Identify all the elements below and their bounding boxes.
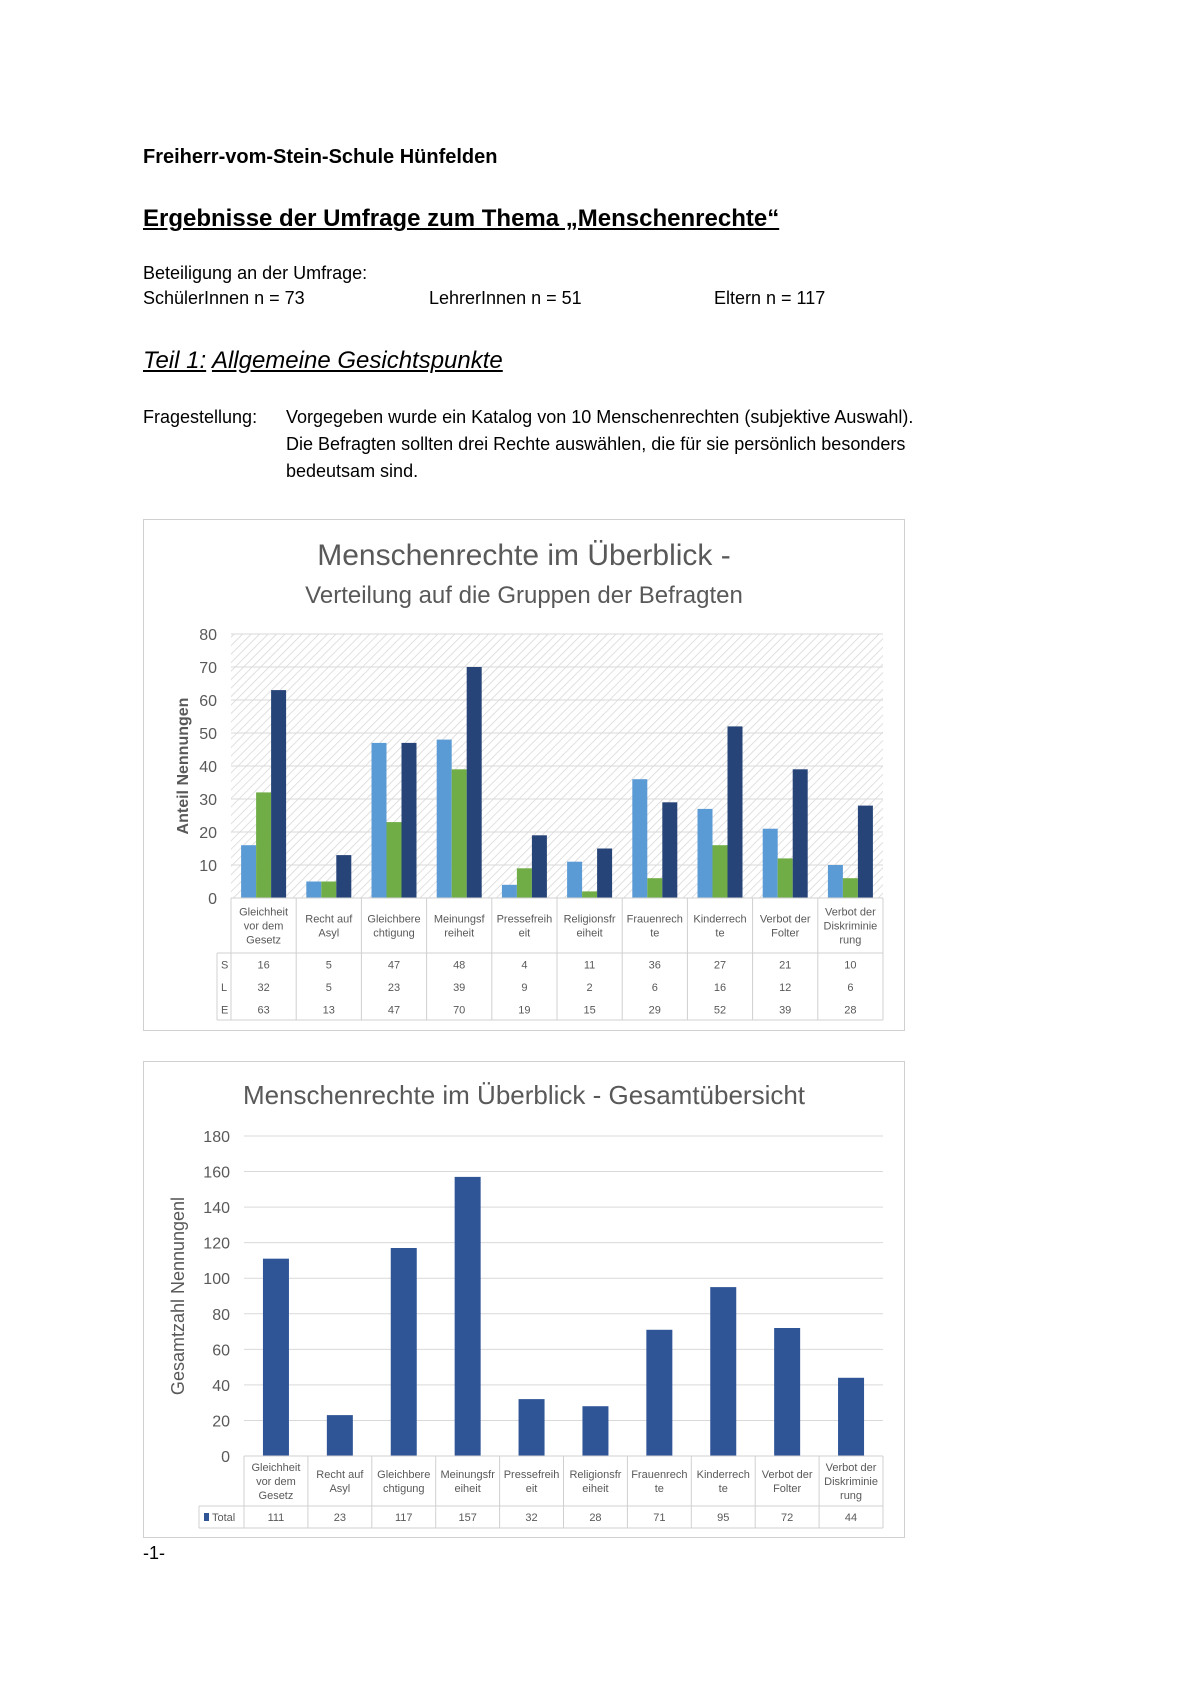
- table-value: 27: [713, 959, 727, 972]
- y-tick-label: 120: [203, 1235, 230, 1253]
- category-label: rung: [840, 1490, 863, 1502]
- group-chart-svg: [144, 520, 904, 1030]
- y-tick-label: 40: [212, 1377, 230, 1395]
- table-value: 32: [525, 1512, 538, 1524]
- bar-s: [241, 845, 256, 898]
- bar-s: [632, 779, 647, 898]
- table-value: 12: [779, 981, 792, 994]
- table-value: 44: [844, 1512, 858, 1524]
- y-tick-label: 0: [208, 891, 217, 908]
- category-label: te: [718, 1483, 728, 1495]
- category-label: eiheit: [576, 927, 603, 940]
- y-tick-label: 140: [203, 1200, 230, 1218]
- section-title: Allgemeine Gesichtspunkte: [211, 347, 503, 374]
- legend-label: S: [221, 959, 229, 972]
- table-value: 11: [583, 959, 596, 972]
- y-tick-label: 80: [199, 627, 217, 644]
- bar-l: [713, 845, 728, 898]
- school-name: Freiherr-vom-Stein-Schule Hünfelden: [143, 146, 498, 168]
- table-value: 6: [847, 981, 854, 994]
- bar-l: [778, 858, 793, 898]
- bar-e: [532, 835, 547, 898]
- y-tick-label: 100: [203, 1271, 230, 1289]
- bar-total: [582, 1406, 608, 1456]
- category-label: eiheit: [582, 1483, 609, 1495]
- bar-total: [455, 1177, 481, 1456]
- table-value: 23: [387, 981, 401, 994]
- category-label: te: [654, 1483, 664, 1495]
- page-number: -1-: [143, 1543, 165, 1563]
- category-label: Asyl: [329, 1483, 351, 1495]
- table-value: 4: [521, 959, 528, 972]
- table-value: 23: [333, 1512, 346, 1524]
- y-tick-label: 0: [221, 1449, 230, 1466]
- category-label: eit: [525, 1483, 538, 1495]
- participation-parents: Eltern n = 117: [714, 288, 826, 308]
- table-value: 117: [394, 1512, 413, 1524]
- table-value: 157: [458, 1512, 477, 1524]
- category-label: Folter: [771, 927, 800, 940]
- category-label: Asyl: [318, 927, 340, 940]
- table-value: 111: [267, 1512, 285, 1524]
- bar-e: [728, 726, 743, 898]
- y-tick-label: 160: [203, 1164, 230, 1182]
- table-value: 15: [583, 1004, 596, 1017]
- category-label: Frauenrech: [626, 913, 683, 926]
- bar-s: [828, 865, 843, 898]
- table-value: 70: [453, 1004, 466, 1017]
- bar-total: [391, 1248, 417, 1456]
- category-label: Religionsfr: [563, 913, 616, 926]
- legend-label: E: [221, 1004, 229, 1017]
- category-label: Kinderrech: [696, 1469, 750, 1481]
- legend-key: [204, 1513, 209, 1521]
- bar-l: [321, 882, 336, 899]
- bar-l: [843, 878, 858, 898]
- category-label: chtigung: [382, 1483, 425, 1495]
- category-label: Folter: [773, 1483, 802, 1495]
- table-value: 39: [779, 1004, 792, 1017]
- total-chart: [143, 1061, 905, 1538]
- table-value: 10: [844, 959, 857, 972]
- bar-s: [698, 809, 713, 898]
- question-label: Fragestellung:: [143, 407, 258, 427]
- table-value: 72: [781, 1512, 794, 1524]
- bar-total: [646, 1330, 672, 1456]
- bar-e: [858, 806, 873, 898]
- category-label: Meinungsfr: [440, 1469, 495, 1481]
- category-label: Kinderrech: [693, 913, 747, 926]
- category-label: Recht auf: [316, 1469, 364, 1481]
- table-value: 36: [648, 959, 661, 972]
- table-value: 21: [779, 959, 792, 972]
- bar-l: [582, 891, 597, 898]
- table-value: 47: [387, 959, 401, 972]
- total-chart-svg: [144, 1062, 904, 1537]
- y-tick-label: 180: [203, 1129, 230, 1146]
- category-label: rung: [839, 934, 862, 947]
- y-tick-label: 50: [199, 726, 217, 743]
- chart-title: Menschenrechte im Überblick - Gesamtübersicht: [242, 1080, 806, 1110]
- y-tick-label: 80: [212, 1306, 230, 1324]
- table-value: 16: [713, 981, 727, 994]
- category-label: Pressefreih: [496, 913, 553, 926]
- table-value: 9: [521, 981, 528, 994]
- table-value: 28: [844, 1004, 857, 1017]
- table-value: 5: [325, 981, 332, 994]
- category-label: eiheit: [454, 1483, 481, 1495]
- bar-s: [567, 862, 582, 898]
- group-distribution-chart: [143, 519, 905, 1031]
- table-value: 71: [653, 1512, 666, 1524]
- category-label: Gleichbere: [377, 1469, 431, 1481]
- category-label: te: [715, 927, 725, 940]
- category-label: Recht auf: [305, 913, 353, 926]
- y-tick-label: 20: [199, 825, 217, 842]
- category-label: vor dem: [243, 920, 284, 933]
- question-line: Die Befragten sollten drei Rechte auswählen, die für sie persönlich besonders: [286, 434, 906, 454]
- bar-l: [387, 822, 402, 898]
- table-value: 47: [387, 1004, 401, 1017]
- participation-students: SchülerInnen n = 73: [143, 288, 305, 308]
- section-heading: [143, 347, 503, 375]
- bar-total: [519, 1399, 545, 1456]
- page-heading: Ergebnisse der Umfrage zum Thema „Menschenrechte“: [143, 205, 780, 232]
- legend-label: L: [221, 981, 228, 994]
- table-value: 32: [257, 981, 270, 994]
- category-label: reiheit: [444, 927, 475, 940]
- bar-e: [336, 855, 351, 898]
- y-axis-label: Gesamtzahl Nennungenl: [168, 1196, 188, 1396]
- category-label: eit: [518, 927, 531, 940]
- category-label: Religionsfr: [569, 1469, 622, 1481]
- y-tick-label: 20: [212, 1413, 230, 1431]
- category-label: Verbot der: [825, 1462, 877, 1474]
- bar-total: [838, 1378, 864, 1456]
- bar-l: [517, 868, 532, 898]
- table-value: 52: [713, 1004, 727, 1017]
- table-value: 95: [717, 1512, 730, 1524]
- category-label: Frauenrech: [631, 1469, 688, 1481]
- table-value: 6: [651, 981, 658, 994]
- question-line: bedeutsam sind.: [286, 461, 419, 481]
- category-label: Gleichheit: [239, 906, 289, 919]
- bar-s: [502, 885, 517, 898]
- category-label: Verbot der: [825, 906, 876, 919]
- table-value: 5: [325, 959, 332, 972]
- category-label: Gleichbere: [367, 913, 421, 926]
- category-label: te: [650, 927, 660, 940]
- category-label: Gesetz: [258, 1490, 294, 1502]
- y-tick-label: 70: [199, 660, 217, 677]
- chart-subtitle: Verteilung auf die Gruppen der Befragten: [305, 582, 743, 609]
- y-tick-label: 40: [199, 759, 217, 776]
- bar-e: [662, 802, 677, 898]
- bar-s: [763, 829, 778, 898]
- category-label: Diskriminie: [824, 1476, 878, 1488]
- table-value: 39: [453, 981, 466, 994]
- category-label: Diskriminie: [823, 920, 878, 933]
- category-label: chtigung: [373, 927, 415, 940]
- bar-s: [372, 743, 387, 898]
- bar-l: [647, 878, 662, 898]
- category-label: Verbot der: [759, 913, 811, 926]
- y-tick-label: 10: [199, 858, 217, 875]
- y-tick-label: 30: [199, 792, 217, 809]
- table-value: 29: [648, 1004, 661, 1017]
- bar-e: [597, 849, 612, 899]
- chart-title: Menschenrechte im Überblick -: [317, 539, 731, 572]
- category-label: Pressefreih: [503, 1469, 560, 1481]
- participation-teachers: LehrerInnen n = 51: [429, 288, 582, 308]
- table-value: 19: [518, 1004, 531, 1017]
- bar-total: [263, 1259, 289, 1456]
- bar-total: [774, 1328, 800, 1456]
- bar-e: [271, 690, 286, 898]
- bar-s: [437, 740, 452, 898]
- section-prefix: Teil 1:: [143, 347, 207, 374]
- category-label: Meinungsf: [433, 913, 485, 926]
- table-value: 48: [453, 959, 466, 972]
- table-value: 63: [257, 1004, 270, 1017]
- table-value: 28: [589, 1512, 602, 1524]
- category-label: Gleichheit: [251, 1462, 301, 1474]
- table-value: 16: [257, 959, 270, 972]
- y-tick-label: 60: [212, 1342, 230, 1360]
- bar-total: [327, 1415, 353, 1456]
- y-axis-label: Anteil Nennungen: [175, 697, 192, 835]
- bar-total: [710, 1287, 736, 1456]
- bar-e: [467, 667, 482, 898]
- bar-e: [793, 769, 808, 898]
- bar-e: [402, 743, 417, 898]
- participation-label: Beteiligung an der Umfrage:: [143, 263, 368, 283]
- bar-s: [306, 882, 321, 899]
- category-label: Verbot der: [761, 1469, 813, 1481]
- table-value: 2: [586, 981, 593, 994]
- bar-l: [452, 769, 467, 898]
- bar-l: [256, 792, 271, 898]
- category-label: Gesetz: [246, 934, 282, 947]
- y-tick-label: 60: [199, 693, 217, 710]
- question-line: Vorgegeben wurde ein Katalog von 10 Menschenrechten (subjektive Auswahl).: [286, 407, 914, 427]
- category-label: vor dem: [256, 1476, 296, 1488]
- legend-label: Total: [212, 1512, 236, 1524]
- table-value: 13: [322, 1004, 335, 1017]
